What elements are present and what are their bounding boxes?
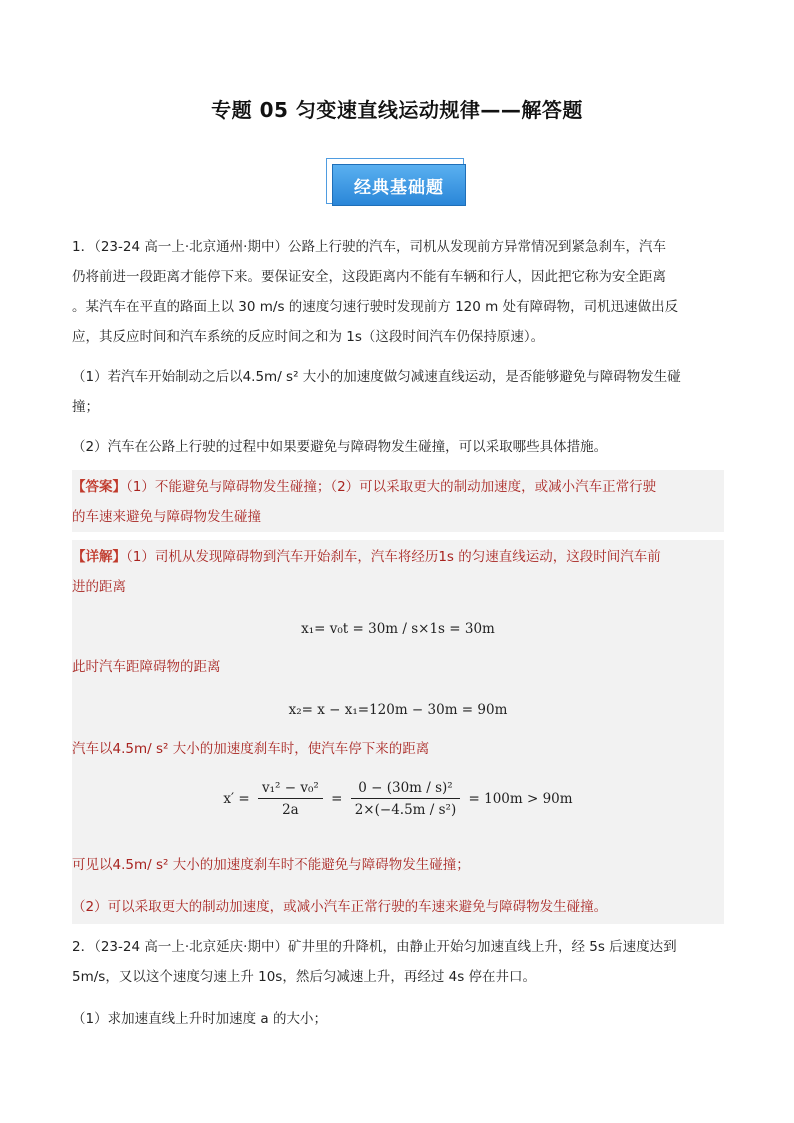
- eq3-fraction-2: [351, 778, 461, 821]
- equation-2: x₂= x − x₁=120m − 30m = 90m: [288, 702, 508, 718]
- eq3-equals: =: [331, 791, 343, 807]
- detail-line-1: [72, 542, 724, 572]
- detail-line-2: 进的距离: [72, 579, 126, 595]
- eq3-rhs: = 100m > 90m: [468, 791, 573, 807]
- q1-sub1-line-1: （1）若汽车开始制动之后以4.5m/ s² 大小的加速度做匀减速直线运动，是否能够避免与障碍物发生碰: [72, 369, 681, 385]
- answer-line-2: 的车速来避免与障碍物发生碰撞: [72, 509, 261, 525]
- q2-sub1: （1）求加速直线上升时加速度 a 的大小；: [72, 1011, 327, 1027]
- eq3-lhs: x′ =: [223, 791, 250, 807]
- equation-1: x₁= v₀t = 30m / s×1s = 30m: [301, 621, 495, 637]
- eq3-numerator-1: v₁² − v₀²: [258, 778, 323, 799]
- answer-line-1: [72, 472, 724, 502]
- detail-tag: 【详解】: [72, 549, 126, 565]
- badge-label: 经典基础题: [332, 164, 466, 206]
- detail-text-2: 此时汽车距障碍物的距离: [72, 659, 221, 675]
- equation-3: [72, 778, 724, 821]
- q2-line-2: 5m/s，又以这个速度匀速上升 10s，然后匀减速上升，再经过 4s 停在井口。: [72, 969, 537, 985]
- q1-sub2: （2）汽车在公路上行驶的过程中如果要避免与障碍物发生碰撞，可以采取哪些具体措施。: [72, 439, 608, 455]
- q1-line-1: 1．（23-24 高一上·北京通州·期中）公路上行驶的汽车，司机从发现前方异常情况到紧急刹车，汽车: [72, 239, 666, 255]
- page-title: 专题 05 匀变速直线运动规律——解答题: [211, 98, 583, 122]
- answer-text-1: （1）不能避免与障碍物发生碰撞；（2）可以采取更大的制动加速度，或减小汽车正常行驶: [126, 479, 657, 495]
- q2-line-1: 2．（23-24 高一上·北京延庆·期中）矿井里的升降机，由静止开始匀加速直线上升，经 5s 后速度达到: [72, 939, 677, 955]
- eq3-denominator-2: 2×(−4.5m / s²): [354, 802, 457, 818]
- q1-line-2: 仍将前进一段距离才能停下来。要保证安全，这段距离内不能有车辆和行人，因此把它称为安全距离: [72, 269, 666, 285]
- section-badge: [326, 158, 468, 208]
- eq3-fraction-1: [258, 778, 323, 821]
- detail-text-5: （2）可以采取更大的制动加速度，或减小汽车正常行驶的车速来避免与障碍物发生碰撞。: [72, 899, 608, 915]
- detail-text-1: （1）司机从发现障碍物到汽车开始刹车，汽车将经历1s 的匀速直线运动，这段时间汽车前: [126, 549, 661, 565]
- eq3-numerator-2: 0 − (30m / s)²: [351, 778, 461, 799]
- detail-text-4: 可见以4.5m/ s² 大小的加速度刹车时不能避免与障碍物发生碰撞；: [72, 857, 470, 873]
- q1-sub1-line-2: 撞；: [72, 399, 99, 415]
- answer-tag: 【答案】: [72, 479, 126, 495]
- detail-text-3: 汽车以4.5m/ s² 大小的加速度刹车时，使汽车停下来的距离: [72, 741, 430, 757]
- q1-line-3: 。某汽车在平直的路面上以 30 m/s 的速度匀速行驶时发现前方 120 m 处有障碍物，司机迅速做出反: [72, 299, 679, 315]
- q1-line-4: 应，其反应时间和汽车系统的反应时间之和为 1s（这段时间汽车仍保持原速）。: [72, 329, 545, 345]
- eq3-denominator-1: 2a: [282, 802, 299, 818]
